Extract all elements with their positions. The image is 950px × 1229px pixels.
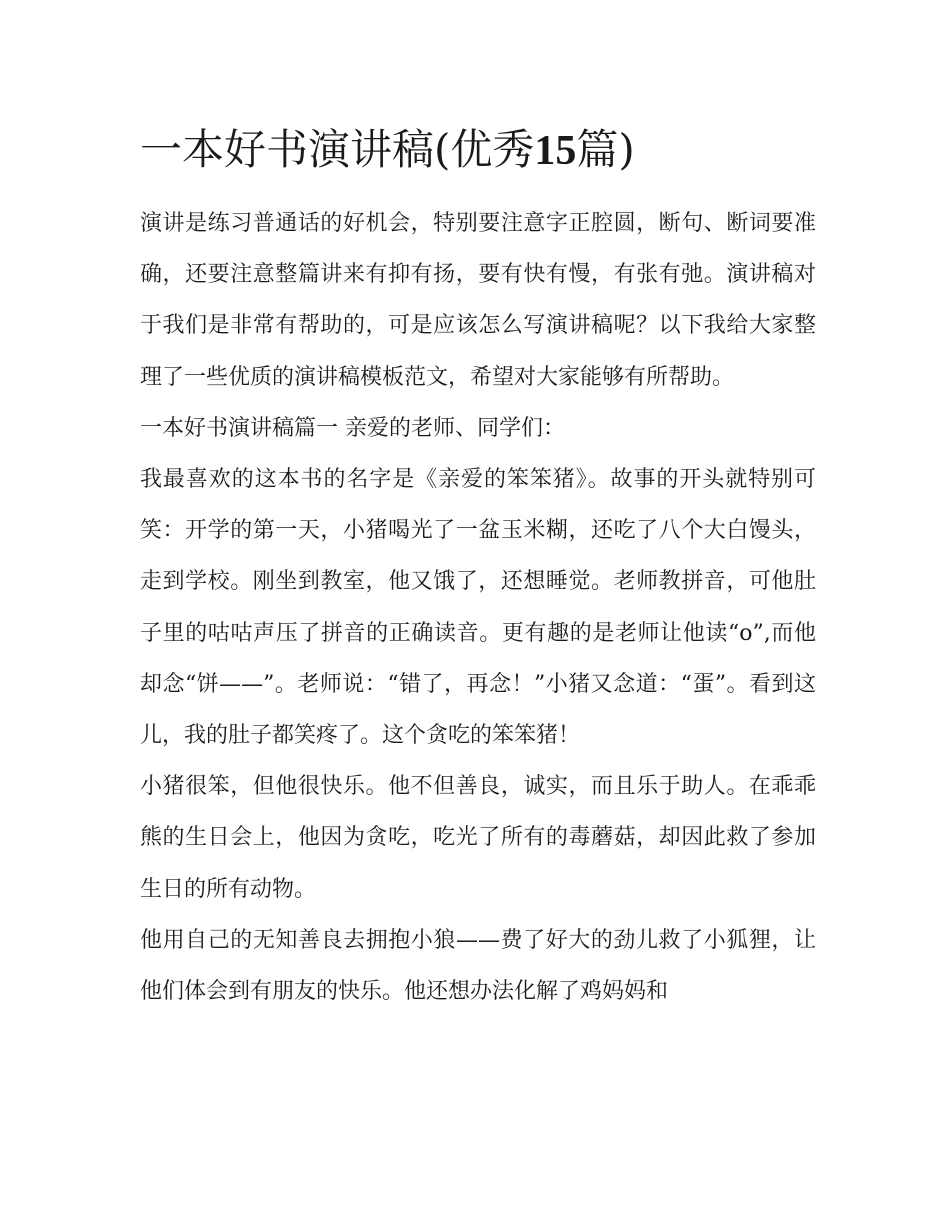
title-number: 15 [534, 128, 577, 174]
body-paragraph: 小猪很笨，但他很快乐。他不但善良，诚实，而且乐于助人。在乖乖熊的生日会上，他因为贪吃，吃光了所有的毒蘑菇，却因此救了参加生日的所有动物。 [140, 774, 816, 902]
section-heading: 一本好书演讲稿篇一 亲爱的老师、同学们： [140, 415, 565, 441]
title-prefix: 一本好书演讲稿(优秀 [140, 125, 535, 174]
document-body [140, 198, 816, 1017]
title-suffix: 篇) [576, 125, 635, 174]
body-paragraph: 我最喜欢的这本书的名字是《亲爱的笨笨猪》。故事的开头就特别可笑：开学的第一天，小猪喝光了一盆玉米糊，还吃了八个大白馒头，走到学校。刚坐到教室，他又饿了，还想睡觉。老师教拼音，可他肚子里的咕咕声压了拼音的正确读音。更有趣的是老师让他读“o”,而他却念“饼——”。老师说：“错了，再念！”小猪又念道：“蛋”。看到这儿，我的肚子都笑疼了。这个贪吃的笨笨猪！ [140, 467, 816, 749]
intro-paragraph: 演讲是练习普通话的好机会，特别要注意字正腔圆，断句、断词要准确，还要注意整篇讲来有抑有扬，要有快有慢，有张有弛。演讲稿对于我们是非常有帮助的，可是应该怎么写演讲稿呢？以下我给大家整理了一些优质的演讲稿模板范文，希望对大家能够有所帮助。 [140, 211, 816, 390]
document-title [140, 122, 840, 179]
body-paragraph: 他用自己的无知善良去拥抱小狼——费了好大的劲儿救了小狐狸，让他们体会到有朋友的快乐。他还想办法化解了鸡妈妈和 [140, 927, 816, 1005]
